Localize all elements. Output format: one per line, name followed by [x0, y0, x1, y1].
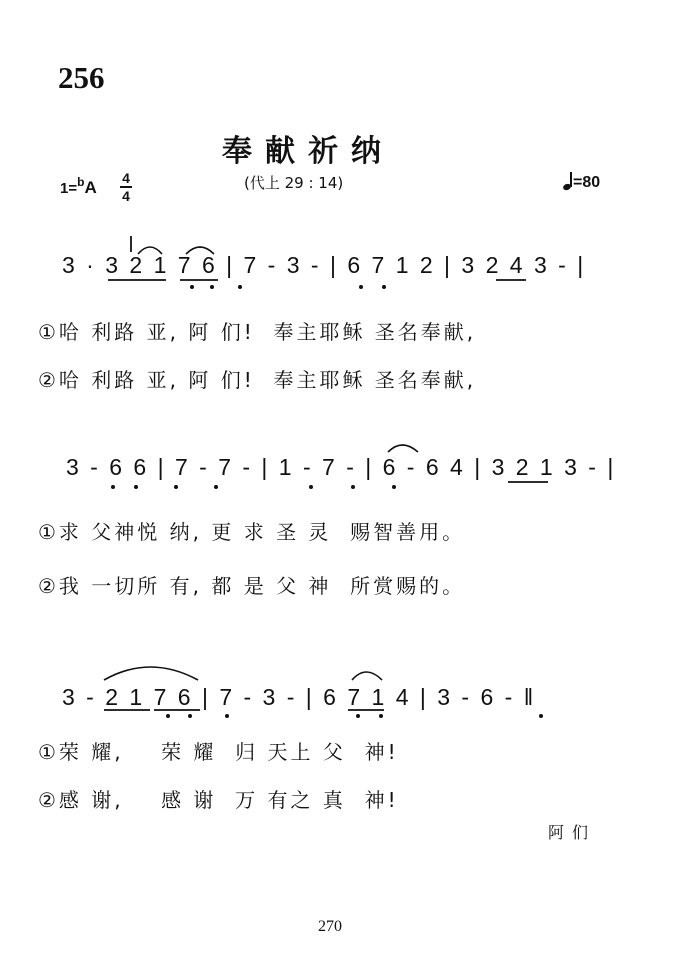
octave-dot: [190, 285, 194, 289]
key-prefix: 1=: [60, 180, 78, 197]
time-signature-top: 4: [122, 170, 130, 186]
slur-mark: [186, 247, 214, 254]
lyrics-system-1-verse-1: ①哈 利路 亚, 阿 们! 奉主耶稣 圣名奉献,: [38, 320, 477, 344]
octave-dot: [356, 714, 360, 718]
notes-system-2: 3 - 6 6 | 7 - 7 - | 1 - 7 - | 6 - 6 4 | 3 2 1 3 - |: [66, 454, 615, 480]
slur-mark: [352, 672, 382, 680]
tempo-value: =80: [573, 174, 601, 191]
octave-dot: [134, 485, 138, 489]
octave-dot: [351, 485, 355, 489]
amen-lyric: 阿们: [548, 823, 597, 842]
song-title: 奉献祈纳: [222, 134, 394, 169]
octave-dot: [225, 714, 229, 718]
octave-dot: [309, 485, 313, 489]
octave-dot: [174, 485, 178, 489]
octave-dot: [166, 714, 170, 718]
octave-dot: [539, 714, 543, 718]
scripture-reference: (代上 29 : 14): [244, 174, 344, 192]
octave-dot: [214, 485, 218, 489]
lyrics-system-2-verse-1: ①求 父神悦 纳, 更 求 圣 灵 赐智善用。: [38, 520, 466, 544]
lyrics-system-2-verse-2: ②我 一切所 有, 都 是 父 神 所赏赐的。: [38, 574, 466, 598]
octave-dot: [111, 485, 115, 489]
octave-dot: [210, 285, 214, 289]
flat-sign: b: [77, 175, 85, 189]
lyrics-system-3-verse-1: ①荣 耀, 荣 耀 归 天上 父 神!: [38, 740, 399, 764]
lyrics-system-1-verse-2: ②哈 利路 亚, 阿 们! 奉主耶稣 圣名奉献,: [38, 368, 477, 392]
notes-system-3: 3 - 2 1 7 6 | 7 - 3 - | 6 7 1 4 | 3 - 6 - ‖: [62, 684, 535, 710]
slur-mark: [388, 445, 418, 452]
octave-dot: [238, 285, 242, 289]
key-letter: A: [84, 178, 97, 197]
octave-dot: [359, 285, 363, 289]
octave-dot: [382, 285, 386, 289]
notes-system-1: 3 · 3 2 1 7 6 | 7 - 3 - | 6 7 1 2 | 3 2 4 3 - |: [62, 252, 585, 278]
octave-dot: [188, 714, 192, 718]
octave-dot: [392, 485, 396, 489]
lyrics-system-3-verse-2: ②感 谢, 感 谢 万 有之 真 神!: [38, 788, 399, 812]
slur-mark: [138, 247, 162, 254]
slur-mark: [104, 667, 198, 680]
page-number: 270: [318, 918, 342, 935]
hymn-number: 256: [58, 60, 105, 95]
time-signature-bottom: 4: [122, 187, 130, 204]
octave-dot: [379, 714, 383, 718]
